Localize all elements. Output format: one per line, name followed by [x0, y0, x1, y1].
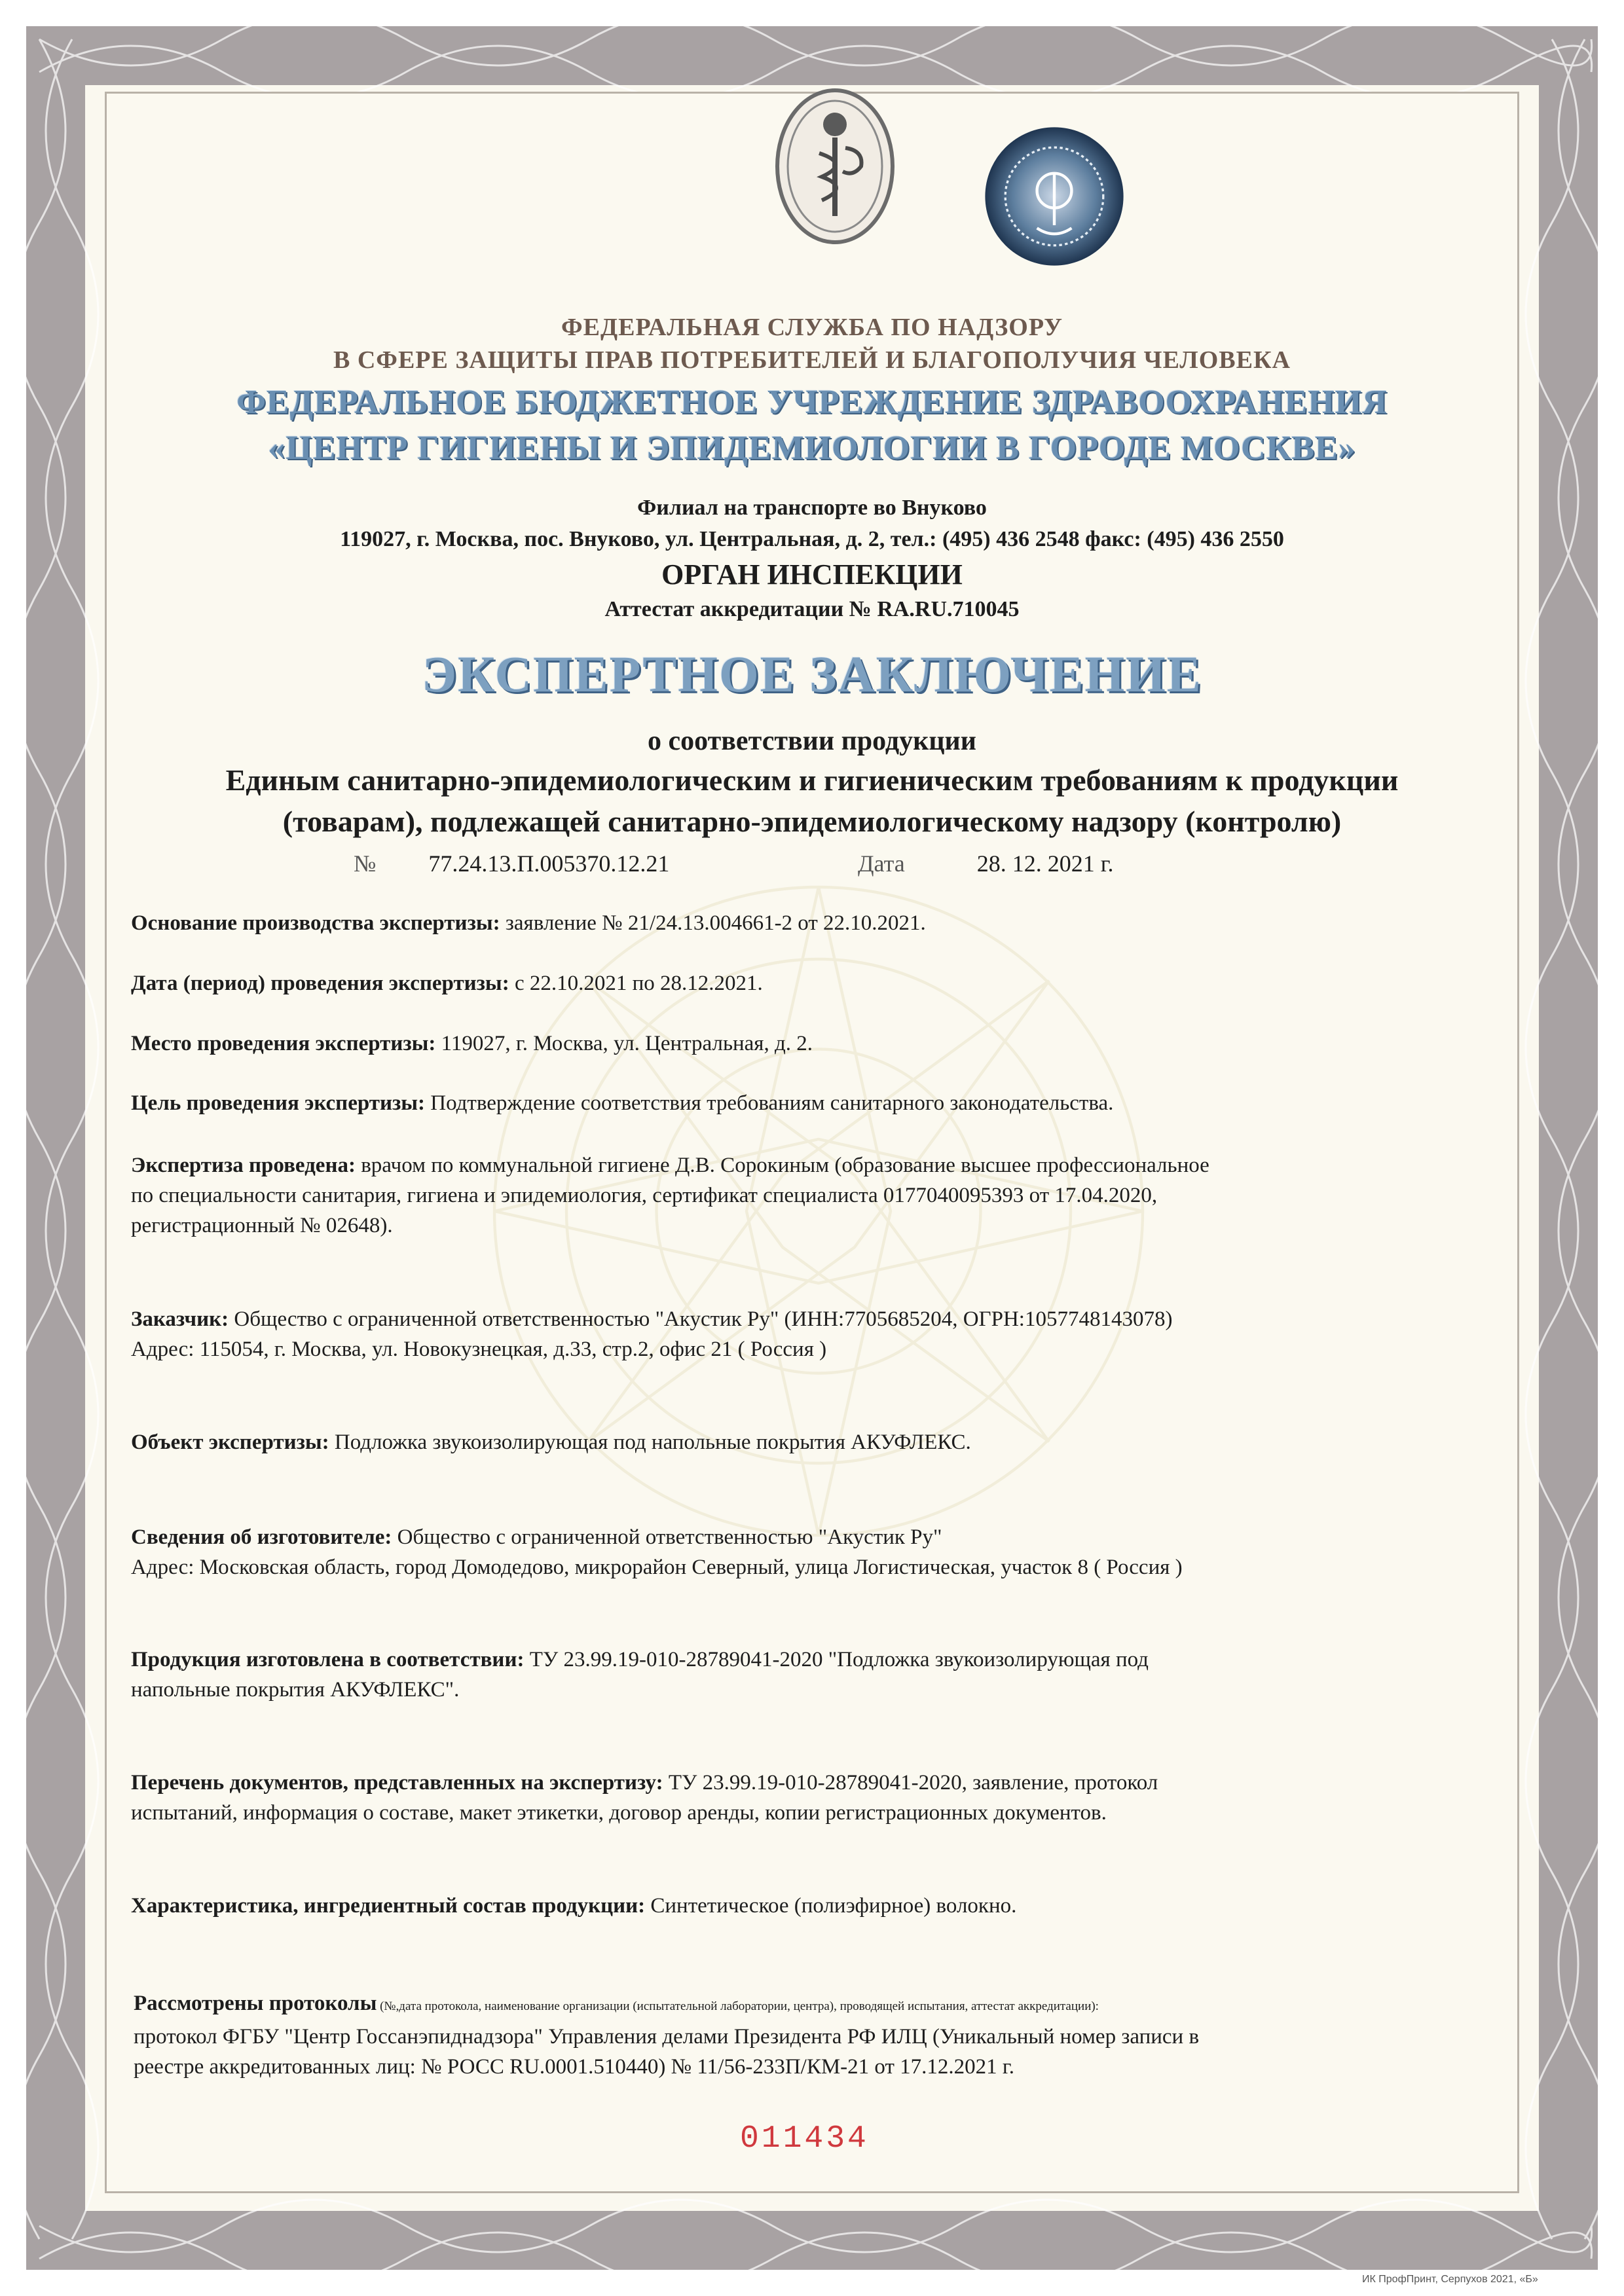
- date-label: Дата: [858, 850, 905, 877]
- number-label: №: [354, 850, 377, 877]
- hologram-seal-icon: [982, 124, 1126, 268]
- field-composition: Характеристика, ингредиентный состав продукции: Синтетическое (полиэфирное) волокно.: [131, 1894, 1017, 1918]
- subtitle-line3: (товарам), подлежащей санитарно-эпидемиологическому надзору (контролю): [282, 805, 1342, 838]
- subtitle-line1: о соответствии продукции: [648, 726, 976, 756]
- subtitle-line2: Единым санитарно-эпидемиологическим и гигиеническим требованиям к продукции: [225, 763, 1399, 797]
- branch-name: Филиал на транспорте во Внуково: [637, 496, 987, 520]
- medical-emblem-icon: [769, 85, 900, 249]
- printer-mark: ИК ПрофПринт, Серпухов 2021, «Б»: [1362, 2274, 1538, 2285]
- field-basis: Основание производства экспертизы: заявление № 21/24.13.004661-2 от 22.10.2021.: [131, 911, 926, 935]
- number-value: 77.24.13.П.005370.12.21: [428, 850, 670, 877]
- field-period: Дата (период) проведения экспертизы: с 22.10.2021 по 28.12.2021.: [131, 972, 763, 995]
- institution-line2: «ЦЕНТР ГИГИЕНЫ И ЭПИДЕМИОЛОГИИ В ГОРОДЕ МОСКВЕ»: [268, 429, 1356, 467]
- document-number: [354, 850, 669, 877]
- document-date: [858, 850, 1113, 877]
- field-expert: Экспертиза проведена: врачом по коммунальной гигиене Д.В. Сорокиным (образование высшее профессиональное по специальности санитария, гигиена и эпидемиология, сертификат специалиста 0177040095393 от 17.04.2020, регистрационный № 02648).: [131, 1154, 1209, 1237]
- accreditation: Аттестат аккредитации № RA.RU.710045: [604, 597, 1020, 621]
- field-produced: Продукция изготовлена в соответствии: ТУ 23.99.19-010-28789041-2020 "Подложка звукоизолирующая под напольные покрытия АКУФЛЕКС".: [131, 1648, 1149, 1702]
- serial-number: 011434: [740, 2121, 869, 2157]
- organ-title: ОРГАН ИНСПЕКЦИИ: [661, 558, 963, 591]
- field-documents: Перечень документов, представленных на экспертизу: ТУ 23.99.19-010-28789041-2020, заявление, протокол испытаний, информация о составе, макет этикетки, договор аренды, копии регистрационных документов.: [131, 1771, 1158, 1825]
- federal-service-line2: В СФЕРЕ ЗАЩИТЫ ПРАВ ПОТРЕБИТЕЛЕЙ И БЛАГОПОЛУЧИЯ ЧЕЛОВЕКА: [333, 346, 1291, 374]
- branch-address: 119027, г. Москва, пос. Внуково, ул. Центральная, д. 2, тел.: (495) 436 2548 факс: (495) 436 2550: [340, 527, 1284, 551]
- field-object: Объект экспертизы: Подложка звукоизолирующая под напольные покрытия АКУФЛЕКС.: [131, 1430, 971, 1454]
- document-title: ЭКСПЕРТНОЕ ЗАКЛЮЧЕНИЕ: [422, 646, 1202, 702]
- field-purpose: Цель проведения экспертизы: Подтверждение соответствия требованиям санитарного законодательства.: [131, 1091, 1114, 1115]
- date-value: 28. 12. 2021 г.: [976, 850, 1114, 877]
- field-manufacturer: Сведения об изготовителе: Общество с ограниченной ответственностью "Акустик Ру" Адрес: Московская область, город Домодедово, микрорайон Северный, улица Логистическая, участок 8 ( Россия ): [131, 1525, 1183, 1579]
- federal-service-line1: ФЕДЕРАЛЬНАЯ СЛУЖБА ПО НАДЗОРУ: [561, 314, 1063, 341]
- field-place: Место проведения экспертизы: 119027, г. Москва, ул. Центральная, д. 2.: [131, 1032, 813, 1055]
- field-customer: Заказчик: Общество с ограниченной ответственностью "Акустик Ру" (ИНН:7705685204, ОГРН:1057748143078) Адрес: 115054, г. Москва, ул. Новокузнецкая, д.33, стр.2, офис 21 ( Россия ): [131, 1307, 1173, 1361]
- institution-line1: ФЕДЕРАЛЬНОЕ БЮДЖЕТНОЕ УЧРЕЖДЕНИЕ ЗДРАВООХРАНЕНИЯ: [236, 384, 1388, 421]
- field-protocols: Рассмотрены протоколы (№,дата протокола, наименование организации (испытательной лаборатории, центра), проводящей испытания, аттестат аккредитации): протокол ФГБУ "Центр Госсанэпиднадзора" Управления делами Президента РФ ИЛЦ (Уникальный номер записи в реестре аккредитованных лиц: № РОСС RU.0001.510440) № 11/56-233П/КМ-21 от 17.12.2021 г.: [134, 1992, 1200, 2079]
